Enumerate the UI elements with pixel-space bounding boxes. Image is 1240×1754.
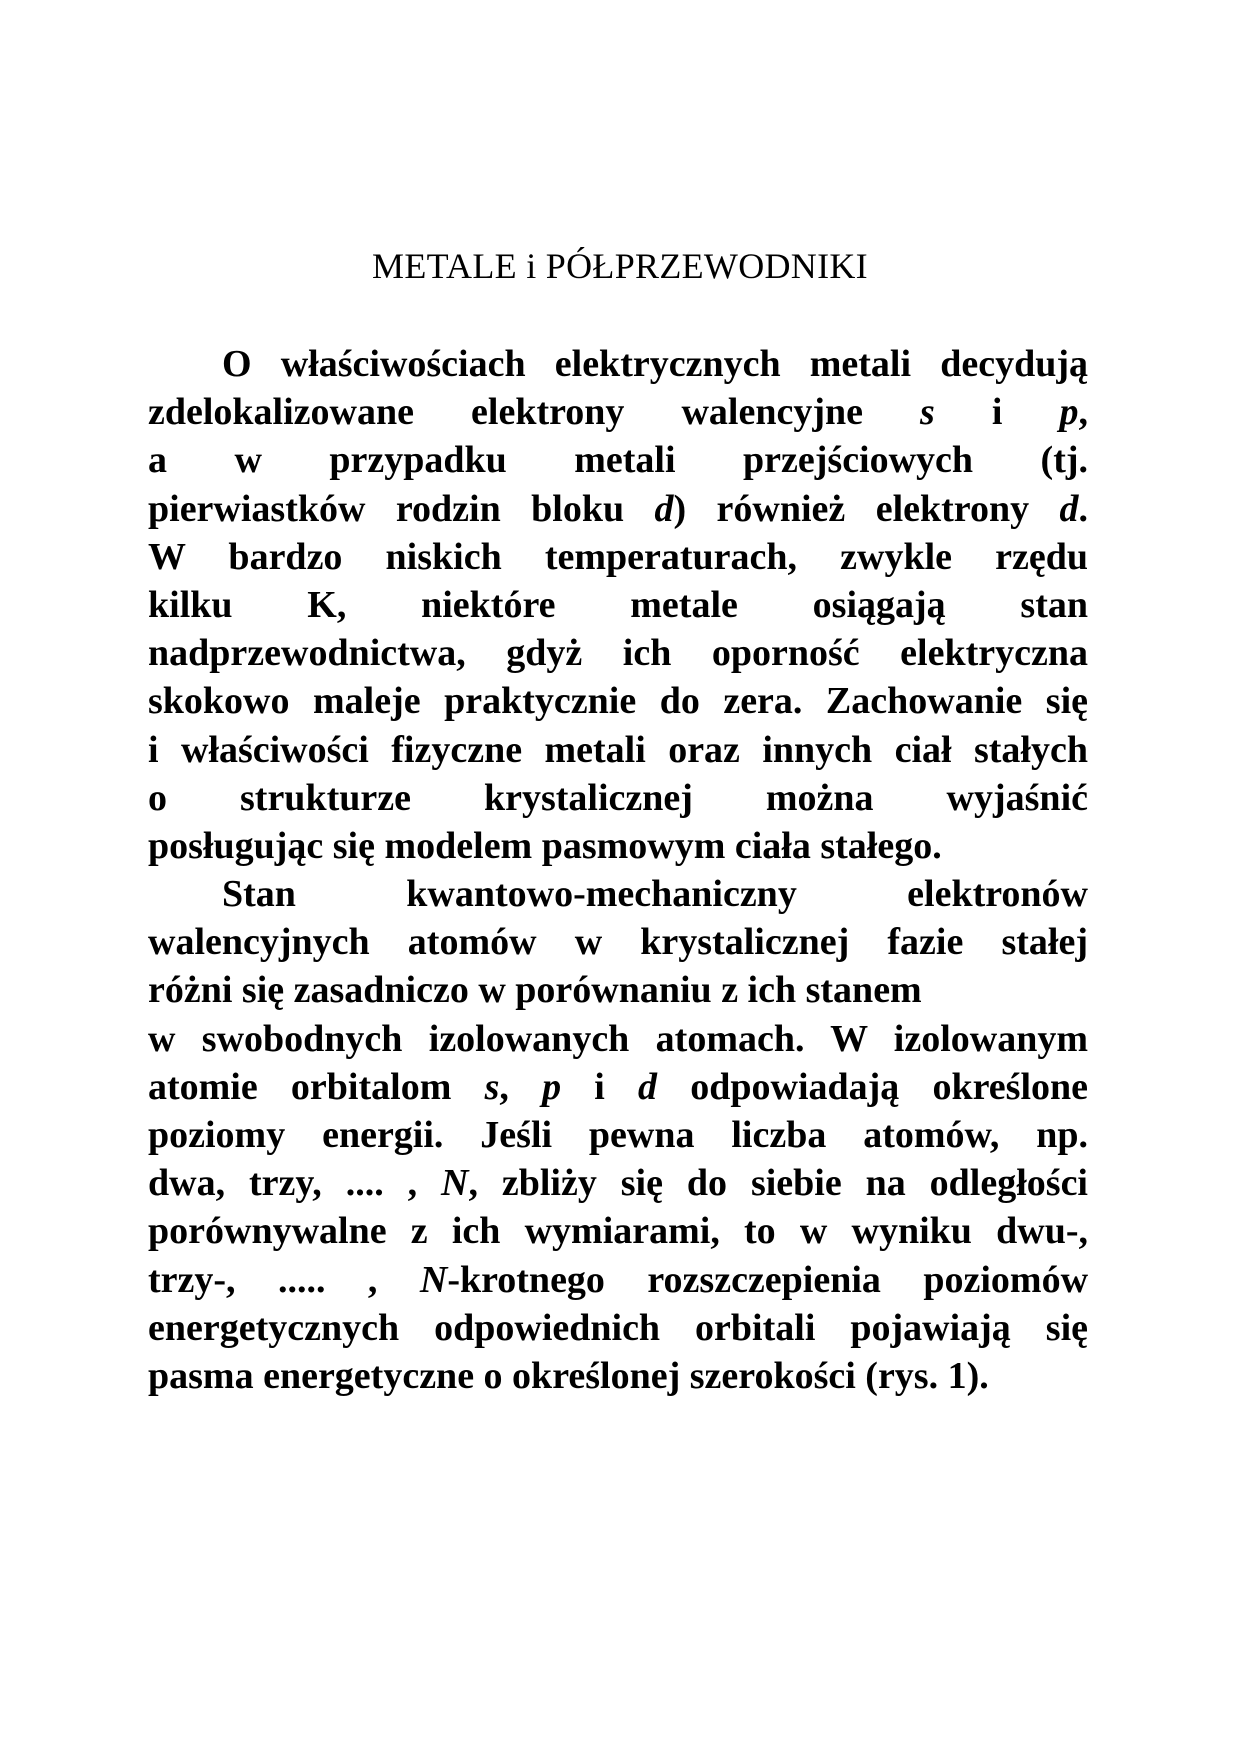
text-segment: trzy-, ..... , bbox=[148, 1258, 420, 1301]
document-title: METALE i PÓŁPRZEWODNIKI bbox=[372, 246, 868, 286]
text-line bbox=[148, 774, 1088, 822]
italic-symbol: s bbox=[920, 391, 935, 434]
text-segment: walencyjnych atomów w krystalicznej fazie stałej bbox=[148, 921, 1088, 964]
text-segment: zdelokalizowane elektrony walencyjne bbox=[148, 391, 921, 434]
italic-symbol: p bbox=[1059, 391, 1079, 434]
italic-symbol: d bbox=[638, 1065, 658, 1108]
italic-symbol: p bbox=[542, 1065, 562, 1108]
text-line bbox=[148, 1111, 1088, 1159]
text-line bbox=[148, 1207, 1088, 1255]
text-segment: nadprzewodnictwa, gdyż ich oporność elektryczna bbox=[148, 632, 1088, 675]
text-segment: o strukturze krystalicznej można wyjaśnić bbox=[148, 776, 1088, 819]
text-line bbox=[148, 1304, 1088, 1352]
italic-symbol: N bbox=[441, 1162, 469, 1205]
text-segment: różni się zasadniczo w porównaniu z ich stanem bbox=[148, 969, 922, 1012]
text-segment: ) również elektrony bbox=[673, 487, 1060, 530]
text-line bbox=[148, 870, 1088, 918]
text-line bbox=[148, 822, 1088, 870]
text-line bbox=[148, 340, 1088, 388]
text-line bbox=[148, 966, 1088, 1014]
text-line bbox=[148, 1063, 1088, 1111]
text-segment: , bbox=[499, 1065, 543, 1108]
text-segment: Stan kwantowo-mechaniczny elektronów bbox=[222, 873, 1088, 916]
paragraph bbox=[148, 870, 1088, 1400]
italic-symbol: s bbox=[484, 1065, 500, 1108]
text-segment: pierwiastków rodzin bloku bbox=[148, 487, 655, 530]
text-line bbox=[148, 1352, 1088, 1400]
text-line bbox=[148, 677, 1088, 725]
text-segment: posługując się modelem pasmowym ciała stałego. bbox=[148, 824, 942, 867]
text-line bbox=[148, 485, 1088, 533]
text-line bbox=[148, 1015, 1088, 1063]
text-segment: i bbox=[934, 391, 1060, 434]
text-segment: i bbox=[561, 1065, 639, 1108]
text-line bbox=[148, 436, 1088, 484]
document-body bbox=[148, 340, 1088, 1400]
text-line bbox=[148, 1159, 1088, 1207]
italic-symbol: d bbox=[654, 487, 674, 530]
text-line bbox=[148, 581, 1088, 629]
text-line bbox=[148, 533, 1088, 581]
text-segment: , bbox=[1078, 391, 1088, 434]
text-segment: , zbliży się do siebie na odległości bbox=[468, 1162, 1088, 1205]
text-segment: energetycznych odpowiednich orbitali pojawiają się bbox=[148, 1306, 1088, 1349]
text-segment: poziomy energii. Jeśli pewna liczba atomów, np. bbox=[148, 1114, 1088, 1156]
text-segment: . bbox=[1078, 487, 1088, 530]
text-segment: w swobodnych izolowanych atomach. W izolowanym bbox=[148, 1017, 1088, 1060]
italic-symbol: N bbox=[419, 1258, 448, 1301]
text-segment: odpowiadają określone bbox=[657, 1065, 1089, 1108]
text-line bbox=[148, 629, 1088, 677]
text-segment: a w przypadku metali przejściowych (tj. bbox=[148, 439, 1088, 482]
text-segment: porównywalne z ich wymiarami, to w wyniku dwu-, bbox=[148, 1210, 1088, 1253]
text-segment: W bardzo niskich temperaturach, zwykle rzędu bbox=[148, 535, 1088, 578]
text-segment: O właściwościach elektrycznych metali decydują bbox=[222, 343, 1088, 385]
text-segment: skokowo maleje praktycznie do zera. Zachowanie się bbox=[148, 680, 1088, 723]
text-line bbox=[148, 726, 1088, 774]
text-segment: dwa, trzy, .... , bbox=[148, 1162, 442, 1205]
text-segment: atomie orbitalom bbox=[148, 1065, 485, 1108]
text-line bbox=[148, 918, 1088, 966]
text-line bbox=[148, 388, 1088, 436]
text-segment: pasma energetyczne o określonej szerokości (rys. 1). bbox=[148, 1354, 989, 1397]
text-segment: -krotnego rozszczepienia poziomów bbox=[447, 1258, 1089, 1301]
paragraph bbox=[148, 340, 1088, 870]
text-segment: kilku K, niektóre metale osiągają stan bbox=[148, 583, 1088, 626]
text-line bbox=[148, 1256, 1088, 1304]
italic-symbol: d bbox=[1059, 487, 1079, 530]
text-segment: i właściwości fizyczne metali oraz innych ciał stałych bbox=[148, 728, 1088, 771]
